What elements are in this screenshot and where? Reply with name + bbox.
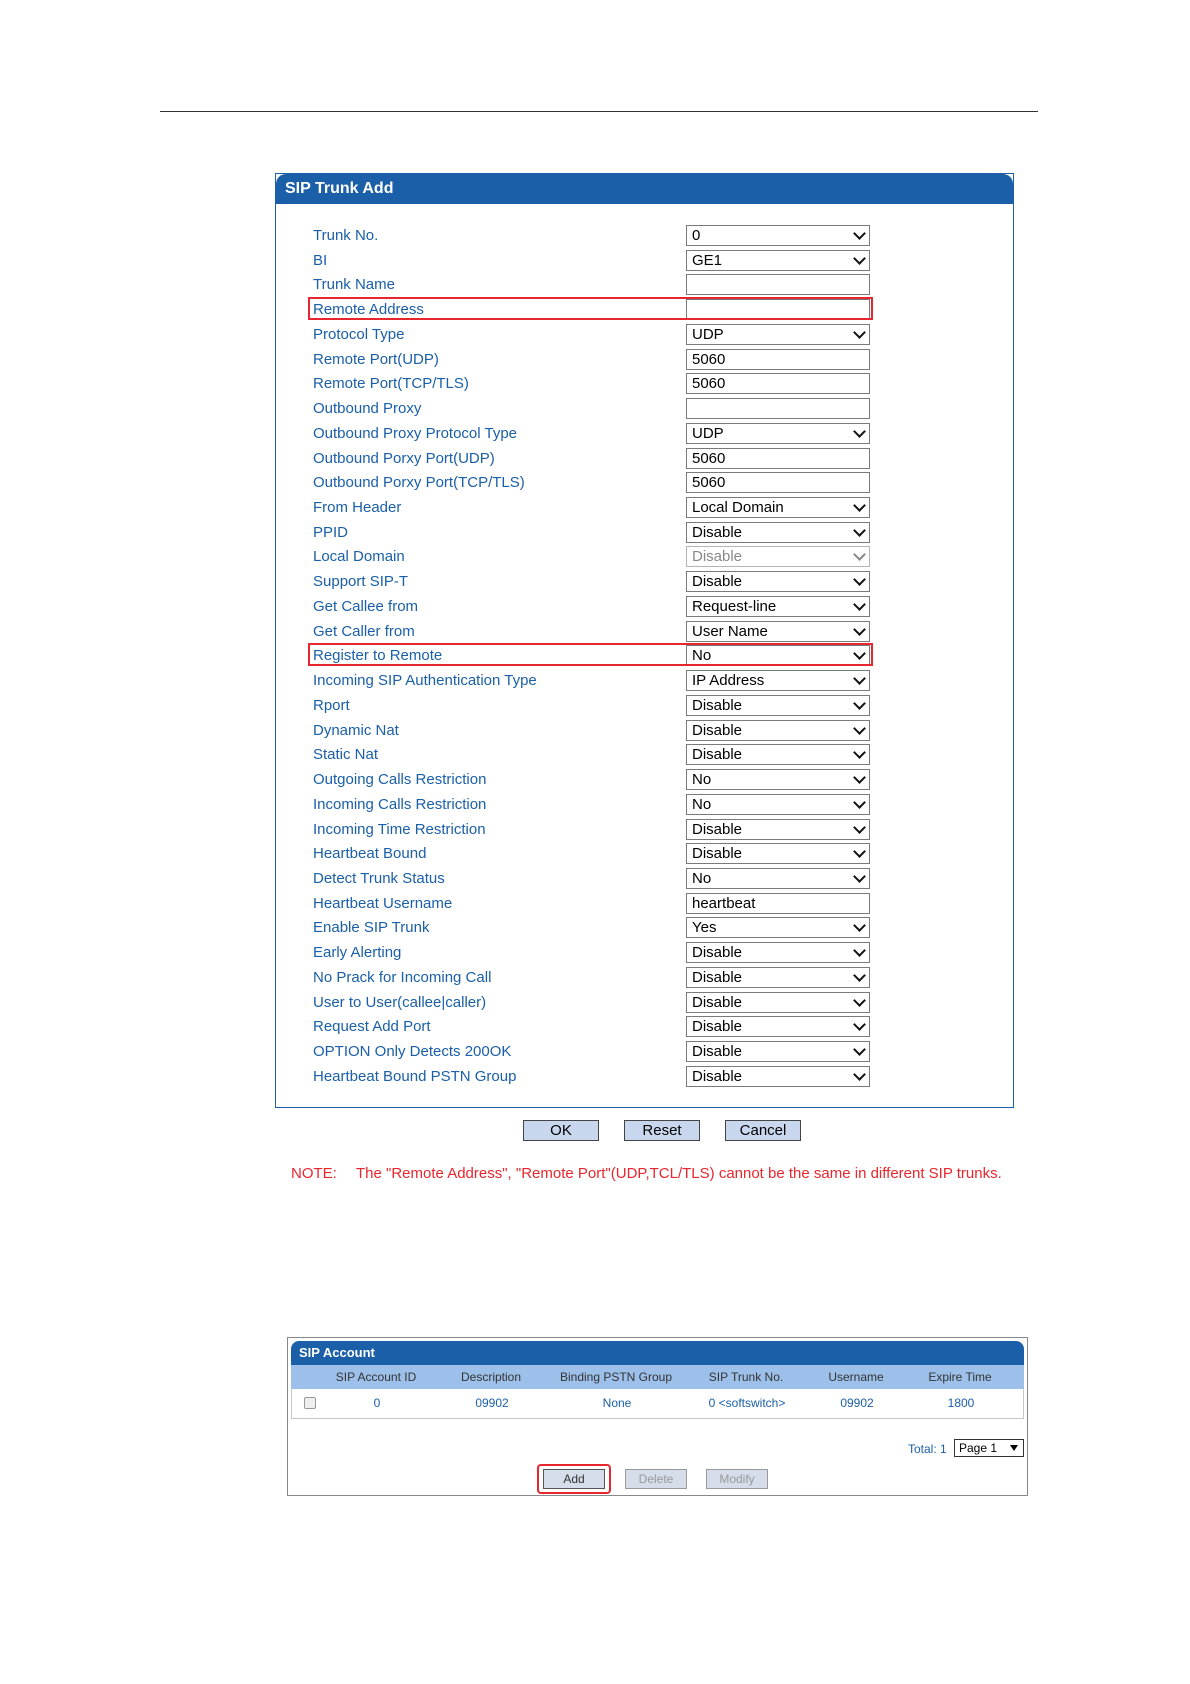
- form-row-incoming-time-restriction: [276, 819, 1013, 840]
- form-row-option-only-detects-200ok: [276, 1041, 1013, 1062]
- form-row-outbound-porxy-port-udp: [276, 448, 1013, 469]
- field-label: Get Callee from: [313, 597, 419, 615]
- field-value: IP Address: [692, 672, 765, 690]
- incoming-sip-authentication-type-select[interactable]: [686, 670, 870, 691]
- column-header-username: Username: [828, 1370, 884, 1384]
- form-row-remote-port-tcp-tls: [276, 373, 1013, 394]
- outbound-porxy-port-tcp-tls-input[interactable]: [686, 472, 870, 493]
- request-add-port-select[interactable]: [686, 1016, 870, 1037]
- chevron-down-icon: [853, 549, 866, 562]
- chevron-down-icon: [853, 870, 866, 883]
- cell-description: 09902: [475, 1396, 509, 1410]
- chevron-down-icon: [853, 722, 866, 735]
- chevron-down-icon: [853, 771, 866, 784]
- field-value: Disable: [692, 820, 743, 838]
- field-label: Trunk Name: [313, 276, 395, 294]
- modify-button[interactable]: Modify: [706, 1469, 768, 1489]
- panel-title: SIP Trunk Add: [276, 174, 1013, 204]
- ppid-select[interactable]: [686, 522, 870, 543]
- field-label: Dynamic Nat: [313, 721, 399, 739]
- chevron-down-icon: [853, 944, 866, 957]
- chevron-down-icon: [853, 499, 866, 512]
- field-value: No: [692, 869, 712, 887]
- form-row-remote-address: [276, 299, 1013, 320]
- field-label: Outbound Proxy: [313, 400, 422, 418]
- form-row-trunk-no: [276, 225, 1013, 246]
- field-value: Disable: [692, 721, 743, 739]
- field-label: User to User(callee|caller): [313, 993, 487, 1011]
- field-label: Outgoing Calls Restriction: [313, 771, 487, 789]
- field-label: Get Caller from: [313, 622, 415, 640]
- field-value: User Name: [692, 622, 768, 640]
- detect-trunk-status-select[interactable]: [686, 868, 870, 889]
- column-header-trunk-no: SIP Trunk No.: [708, 1370, 784, 1384]
- outgoing-calls-restriction-select[interactable]: [686, 769, 870, 790]
- field-value: UDP: [692, 325, 724, 343]
- form-row-rport: [276, 695, 1013, 716]
- cell-trunk-no: 0 <softswitch>: [708, 1396, 786, 1410]
- add-button[interactable]: Add: [543, 1469, 605, 1489]
- field-label: Detect Trunk Status: [313, 869, 445, 887]
- field-value: Disable: [692, 548, 743, 566]
- cancel-button[interactable]: Cancel: [725, 1120, 801, 1141]
- form-row-protocol-type: [276, 324, 1013, 345]
- field-label: Remote Port(UDP): [313, 350, 439, 368]
- trunk-no-select[interactable]: [686, 225, 870, 246]
- bi-select[interactable]: [686, 250, 870, 271]
- field-value: GE1: [692, 251, 723, 269]
- field-label: Protocol Type: [313, 325, 405, 343]
- field-value: 5060: [692, 375, 726, 393]
- form-row-get-callee-from: [276, 596, 1013, 617]
- column-header-pstn-group: Binding PSTN Group: [559, 1370, 673, 1384]
- field-value: 0: [692, 227, 701, 244]
- field-value: No: [692, 795, 712, 813]
- form-row-remote-port-udp: [276, 349, 1013, 370]
- field-label: From Header: [313, 499, 402, 517]
- chevron-down-icon: [853, 994, 866, 1007]
- sip-account-panel: [287, 1337, 1028, 1496]
- chevron-down-icon: [853, 969, 866, 982]
- field-label: Remote Port(TCP/TLS): [313, 375, 469, 393]
- form-row-no-prack-for-incoming-call: [276, 967, 1013, 988]
- field-label: Outbound Proxy Protocol Type: [313, 424, 518, 442]
- chevron-down-icon: [853, 252, 866, 265]
- protocol-type-select[interactable]: [686, 324, 870, 345]
- field-value: 5060: [692, 474, 726, 492]
- form-row-support-sip-t: [276, 571, 1013, 592]
- field-value: Local Domain: [692, 499, 784, 517]
- form-row-heartbeat-bound-pstn-group: [276, 1066, 1013, 1087]
- field-value: Disable: [692, 1067, 743, 1085]
- field-value: Disable: [692, 993, 743, 1011]
- field-value: 5060: [692, 449, 726, 467]
- form-row-local-domain: [276, 546, 1013, 567]
- dropdown-arrow-icon: [1010, 1445, 1018, 1451]
- reset-button[interactable]: Reset: [624, 1120, 700, 1141]
- chevron-down-icon: [853, 1043, 866, 1056]
- form-row-request-add-port: [276, 1016, 1013, 1037]
- chevron-down-icon: [853, 746, 866, 759]
- field-value: Disable: [692, 523, 743, 541]
- form-row-bi: [276, 250, 1013, 271]
- form-row-outbound-porxy-port-tcp-tls: [276, 472, 1013, 493]
- form-row-get-caller-from: [276, 621, 1013, 642]
- field-value: heartbeat: [692, 894, 756, 912]
- outbound-proxy-input[interactable]: [686, 398, 870, 419]
- form-row-enable-sip-trunk: [276, 917, 1013, 938]
- no-prack-for-incoming-call-select[interactable]: [686, 967, 870, 988]
- user-to-user-callee-caller-select[interactable]: [686, 992, 870, 1013]
- chevron-down-icon: [853, 672, 866, 685]
- form-row-heartbeat-username: [276, 893, 1013, 914]
- field-value: UDP: [692, 424, 724, 442]
- get-callee-from-select[interactable]: [686, 596, 870, 617]
- page-select[interactable]: [954, 1439, 1024, 1457]
- field-label: Register to Remote: [313, 647, 443, 665]
- field-value: Request-line: [692, 597, 777, 615]
- chevron-down-icon: [853, 697, 866, 710]
- chevron-down-icon: [853, 1068, 866, 1081]
- field-value: Disable: [692, 1018, 743, 1036]
- rport-select[interactable]: [686, 695, 870, 716]
- field-value: Disable: [692, 1043, 743, 1061]
- trunk-name-input[interactable]: [686, 274, 870, 295]
- chevron-down-icon: [853, 227, 866, 240]
- get-caller-from-select[interactable]: [686, 621, 870, 642]
- field-value: 5060: [692, 350, 726, 368]
- page-select-value: Page 1: [959, 1441, 998, 1455]
- field-label: Incoming SIP Authentication Type: [313, 672, 537, 690]
- chevron-down-icon: [853, 796, 866, 809]
- table-row[interactable]: [291, 1389, 1024, 1419]
- chevron-down-icon: [853, 1018, 866, 1031]
- field-label: Request Add Port: [313, 1018, 431, 1036]
- field-label: PPID: [313, 523, 349, 541]
- field-label: Trunk No.: [313, 227, 379, 244]
- from-header-select[interactable]: [686, 497, 870, 518]
- form-row-outbound-proxy-protocol-type: [276, 423, 1013, 444]
- option-only-detects-200ok-select[interactable]: [686, 1041, 870, 1062]
- column-header-account-id: SIP Account ID: [335, 1370, 417, 1384]
- dynamic-nat-select[interactable]: [686, 720, 870, 741]
- total-count: Total: 1: [908, 1442, 947, 1456]
- chevron-down-icon: [853, 920, 866, 933]
- field-label: Early Alerting: [313, 944, 402, 962]
- heartbeat-bound-select[interactable]: [686, 843, 870, 864]
- form-row-static-nat: [276, 744, 1013, 765]
- note-label: NOTE:: [291, 1165, 337, 1182]
- field-value: Disable: [692, 944, 743, 962]
- delete-button[interactable]: Delete: [625, 1469, 687, 1489]
- form-row-outgoing-calls-restriction: [276, 769, 1013, 790]
- chevron-down-icon: [853, 326, 866, 339]
- chevron-down-icon: [853, 425, 866, 438]
- field-label: No Prack for Incoming Call: [313, 968, 492, 986]
- field-value: Yes: [692, 919, 717, 937]
- incoming-time-restriction-select[interactable]: [686, 819, 870, 840]
- chevron-down-icon: [853, 598, 866, 611]
- early-alerting-select[interactable]: [686, 942, 870, 963]
- field-label: Heartbeat Bound PSTN Group: [313, 1067, 517, 1085]
- chevron-down-icon: [853, 821, 866, 834]
- field-value: No: [692, 647, 712, 665]
- form-row-heartbeat-bound: [276, 843, 1013, 864]
- chevron-down-icon: [853, 648, 866, 661]
- field-label: Static Nat: [313, 746, 379, 764]
- chevron-down-icon: [853, 524, 866, 537]
- register-to-remote-select[interactable]: [686, 645, 870, 666]
- field-label: Enable SIP Trunk: [313, 919, 430, 937]
- field-label: Heartbeat Username: [313, 894, 453, 912]
- field-value: Disable: [692, 968, 743, 986]
- cell-pstn-group: None: [602, 1396, 632, 1410]
- form-row-from-header: [276, 497, 1013, 518]
- remote-address-input[interactable]: [686, 299, 870, 320]
- form-row-dynamic-nat: [276, 720, 1013, 741]
- field-label: OPTION Only Detects 200OK: [313, 1043, 512, 1061]
- form-row-early-alerting: [276, 942, 1013, 963]
- field-value: Disable: [692, 845, 743, 863]
- field-label: Remote Address: [313, 301, 424, 319]
- top-divider: [160, 111, 1038, 112]
- account-panel-title: SIP Account: [291, 1341, 1024, 1365]
- field-label: BI: [313, 251, 328, 269]
- field-label: Support SIP-T: [313, 573, 409, 591]
- form-row-trunk-name: [276, 274, 1013, 295]
- form-row-detect-trunk-status: [276, 868, 1013, 889]
- enable-sip-trunk-select[interactable]: [686, 917, 870, 938]
- account-table-header: [291, 1365, 1024, 1389]
- chevron-down-icon: [853, 623, 866, 636]
- cell-expire-time: 1800: [947, 1396, 975, 1410]
- incoming-calls-restriction-select[interactable]: [686, 794, 870, 815]
- form-row-incoming-sip-authentication-type: [276, 670, 1013, 691]
- form-row-user-to-user-callee-caller: [276, 992, 1013, 1013]
- field-label: Outbound Porxy Port(TCP/TLS): [313, 474, 525, 492]
- chevron-down-icon: [853, 845, 866, 858]
- heartbeat-bound-pstn-group-select[interactable]: [686, 1066, 870, 1087]
- form-row-outbound-proxy: [276, 398, 1013, 419]
- field-label: Heartbeat Bound: [313, 845, 427, 863]
- field-value: Disable: [692, 696, 743, 714]
- field-value: Disable: [692, 746, 743, 764]
- field-label: Incoming Time Restriction: [313, 820, 486, 838]
- column-header-expire-time: Expire Time: [928, 1370, 992, 1384]
- field-value: Disable: [692, 573, 743, 591]
- form-row-incoming-calls-restriction: [276, 794, 1013, 815]
- form-row-ppid: [276, 522, 1013, 543]
- field-label: Incoming Calls Restriction: [313, 795, 487, 813]
- static-nat-select[interactable]: [686, 744, 870, 765]
- column-header-description: Description: [460, 1370, 522, 1384]
- remote-port-udp-input[interactable]: [686, 349, 870, 370]
- row-checkbox[interactable]: [304, 1397, 316, 1409]
- field-label: Rport: [313, 696, 350, 714]
- field-label: Outbound Porxy Port(UDP): [313, 449, 495, 467]
- chevron-down-icon: [853, 573, 866, 586]
- ok-button[interactable]: OK: [523, 1120, 599, 1141]
- field-label: Local Domain: [313, 548, 405, 566]
- sip-trunk-add-panel: [275, 173, 1014, 1108]
- outbound-porxy-port-udp-input[interactable]: [686, 448, 870, 469]
- cell-username: 09902: [840, 1396, 874, 1410]
- support-sip-t-select[interactable]: [686, 571, 870, 592]
- heartbeat-username-input[interactable]: [686, 893, 870, 914]
- field-value: No: [692, 771, 712, 789]
- local-domain-select: [686, 546, 870, 567]
- remote-port-tcp-tls-input[interactable]: [686, 373, 870, 394]
- note-text: The "Remote Address", "Remote Port"(UDP,TCL/TLS) cannot be the same in different SIP trunks.: [356, 1165, 1002, 1182]
- outbound-proxy-protocol-type-select[interactable]: [686, 423, 870, 444]
- form-row-register-to-remote: [276, 645, 1013, 666]
- cell-account-id: 0: [373, 1396, 381, 1410]
